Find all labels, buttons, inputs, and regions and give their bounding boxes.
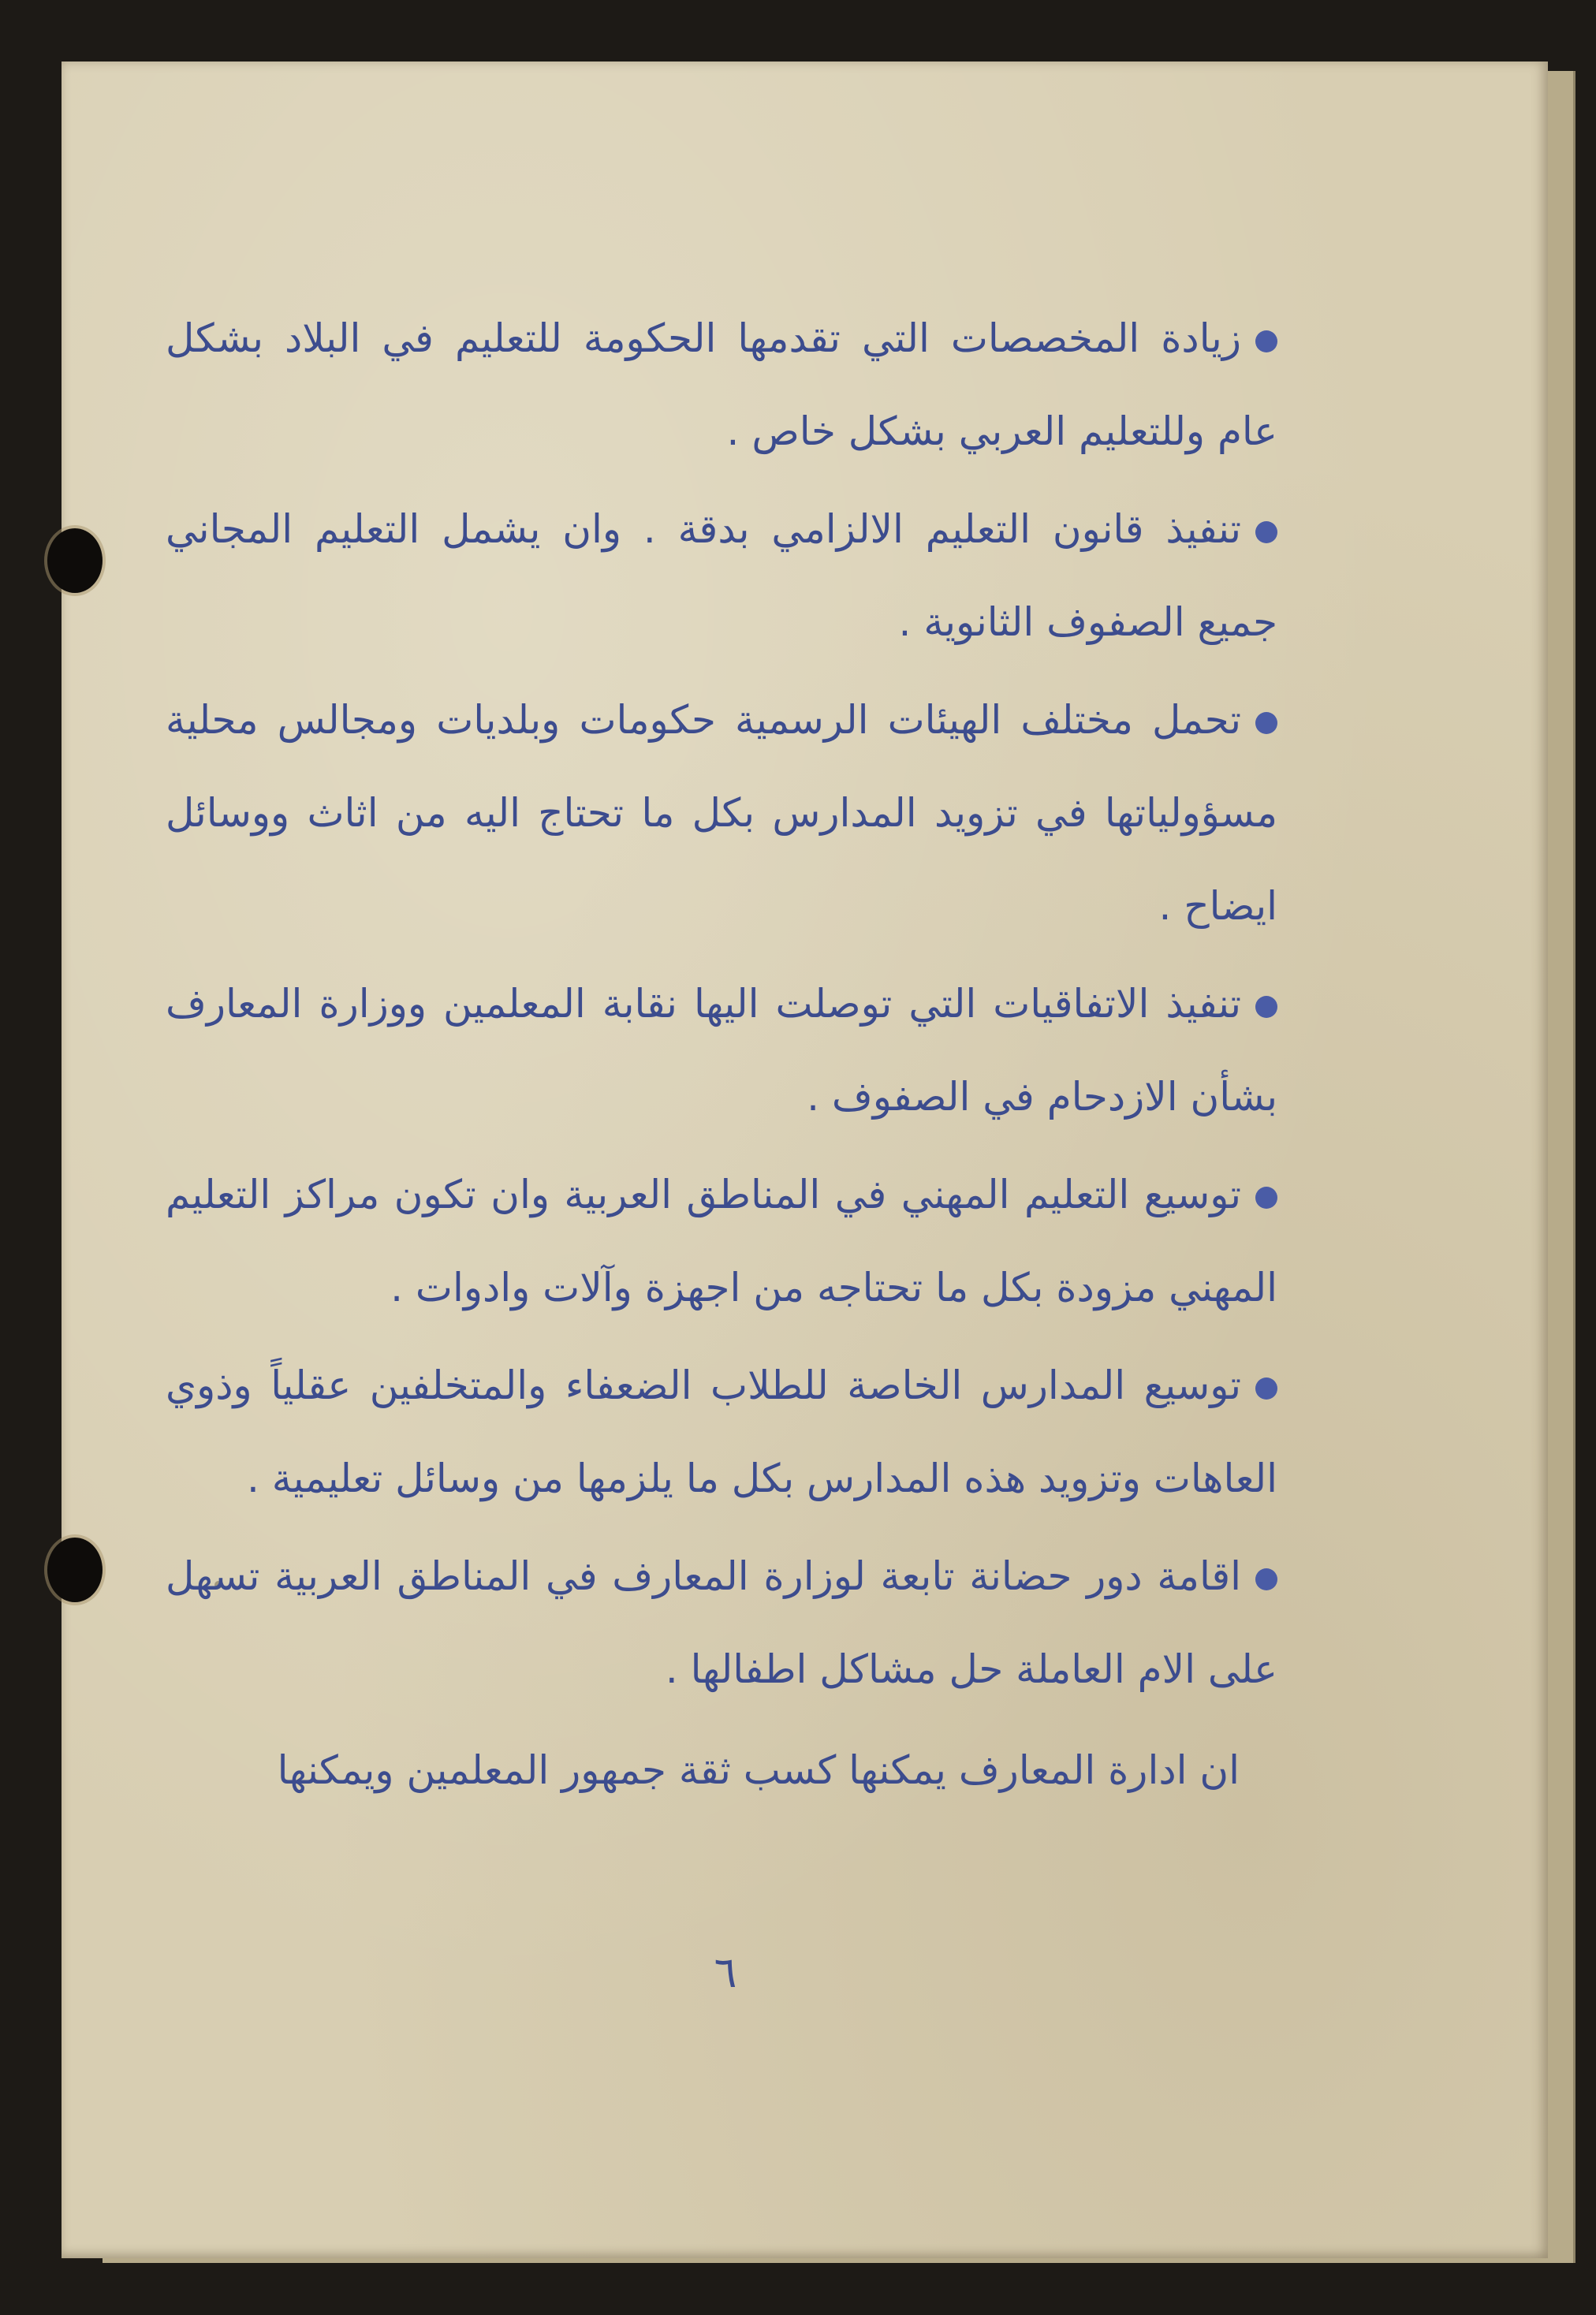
bullet-text: توسيع المدارس الخاصة للطلاب الضعفاء والمتخلفين عقلياً وذوي العاهات وتزويد هذه المدارس بكل ما يلزمها من وسائل تعليمية . bbox=[166, 1363, 1277, 1501]
bullet-icon bbox=[1255, 1187, 1277, 1209]
page-number: ٦ bbox=[714, 1948, 737, 1997]
bullet-text: اقامة دور حضانة تابعة لوزارة المعارف في المناطق العربية تسهل على الام العاملة حل مشاكل اطفالها . bbox=[166, 1553, 1277, 1692]
bullet-text: تنفيذ قانون التعليم الالزامي بدقة . وان يشمل التعليم المجاني جميع الصفوف الثانوية . bbox=[166, 506, 1277, 645]
bullet-icon bbox=[1255, 1377, 1277, 1400]
bullet-text: توسيع التعليم المهني في المناطق العربية وان تكون مراكز التعليم المهني مزودة بكل ما تحتاجه من اجهزة وآلات وادوات . bbox=[166, 1172, 1277, 1310]
bullet-icon bbox=[1255, 712, 1277, 734]
punch-hole-bottom bbox=[47, 1538, 103, 1602]
bullet-text: تحمل مختلف الهيئات الرسمية حكومات وبلديات ومجالس محلية مسؤولياتها في تزويد المدارس بكل ما تحتاج اليه من اثاث ووسائل ايضاح . bbox=[166, 697, 1277, 929]
closing-line: ان ادارة المعارف يمكنها كسب ثقة جمهور المعلمين ويمكنها bbox=[277, 1747, 1240, 1793]
bullet-item bbox=[166, 483, 1277, 669]
bullet-item bbox=[166, 1530, 1277, 1716]
bullet-icon bbox=[1255, 330, 1277, 352]
bullet-text: زيادة المخصصات التي تقدمها الحكومة للتعليم في البلاد بشكل عام وللتعليم العربي بشكل خاص . bbox=[166, 315, 1277, 454]
document-body bbox=[166, 292, 1277, 1817]
bullet-item bbox=[166, 1339, 1277, 1525]
bullet-item bbox=[166, 292, 1277, 478]
bullet-icon bbox=[1255, 1568, 1277, 1590]
punch-hole-top bbox=[47, 528, 103, 593]
bullet-text: تنفيذ الاتفاقيات التي توصلت اليها نقابة المعلمين ووزارة المعارف بشأن الازدحام في الصفوف . bbox=[166, 981, 1277, 1120]
bullet-item bbox=[166, 673, 1277, 952]
bullet-icon bbox=[1255, 521, 1277, 543]
bullet-item bbox=[166, 957, 1277, 1143]
bullet-item bbox=[166, 1148, 1277, 1334]
bullet-icon bbox=[1255, 996, 1277, 1018]
